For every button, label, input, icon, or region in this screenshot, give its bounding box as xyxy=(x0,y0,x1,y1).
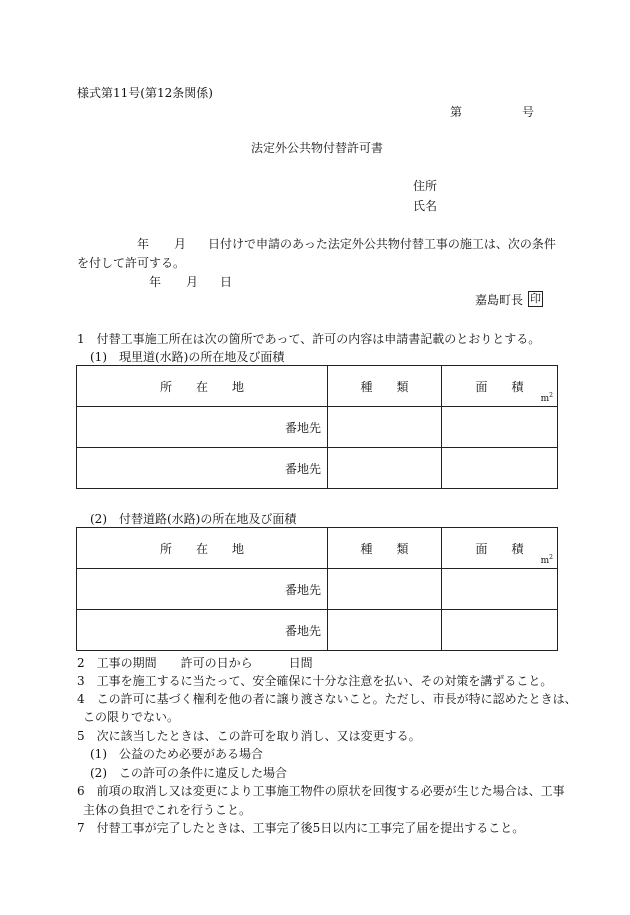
location-cell[interactable]: 番地先 xyxy=(77,448,328,489)
table-row xyxy=(77,610,558,651)
header-type: 種 類 xyxy=(328,528,442,569)
issue-year: 年 xyxy=(149,275,162,289)
condition-5-sub-1: (1) 公益のため必要がある場合 xyxy=(90,747,263,761)
form-number-label: 様式第11号(第12条関係) xyxy=(77,86,213,100)
address-label: 住所 xyxy=(413,179,438,193)
area-cell[interactable] xyxy=(442,610,558,651)
type-cell[interactable] xyxy=(328,569,442,610)
document-number-dai: 第 xyxy=(450,105,463,119)
issue-month: 月 xyxy=(186,275,199,289)
area-cell[interactable] xyxy=(442,407,558,448)
condition-3: 3 工事を施工するに当たって、安全確保に十分な注意を払い、その対策を講ずること。 xyxy=(77,674,553,688)
type-cell[interactable] xyxy=(328,610,442,651)
area-cell[interactable] xyxy=(442,448,558,489)
item-1-sub-1: (1) 現里道(水路)の所在地及び面積 xyxy=(90,350,285,364)
location-cell[interactable]: 番地先 xyxy=(77,610,328,651)
table-header-row xyxy=(77,528,558,569)
condition-5-sub-2: (2) この許可の条件に違反した場合 xyxy=(90,766,287,780)
name-label: 氏名 xyxy=(413,199,438,213)
condition-7: 7 付替工事が完了したときは、工事完了後5日以内に工事完了届を提出すること。 xyxy=(77,821,525,835)
condition-5: 5 次に該当したときは、この許可を取り消し、又は変更する。 xyxy=(77,729,421,743)
document-number-go: 号 xyxy=(522,105,535,119)
header-area-label: 面 積 xyxy=(475,379,524,394)
seal-mark: 印 xyxy=(530,292,541,305)
item-1-text: 1 付替工事施工所在は次の箇所であって、許可の内容は申請書記載のとおりとする。 xyxy=(77,332,541,346)
header-location: 所 在 地 xyxy=(77,366,328,407)
location-cell[interactable]: 番地先 xyxy=(77,569,328,610)
table-row xyxy=(77,407,558,448)
header-location: 所 在 地 xyxy=(77,528,328,569)
header-area-label: 面 積 xyxy=(475,541,524,556)
intro-month: 月 xyxy=(174,237,187,251)
header-area xyxy=(442,528,558,569)
replacement-road-table xyxy=(76,527,558,651)
table-header-row xyxy=(77,366,558,407)
condition-6: 6 前項の取消し又は変更により工事施工物件の原状を回復する必要が生じた場合は、工事 xyxy=(77,784,565,798)
issue-day: 日 xyxy=(220,275,233,289)
table-row xyxy=(77,569,558,610)
area-cell[interactable] xyxy=(442,569,558,610)
current-road-table xyxy=(76,365,558,489)
header-type: 種 類 xyxy=(328,366,442,407)
document-title: 法定外公共物付替許可書 xyxy=(251,141,384,155)
condition-2: 2 工事の期間 許可の日から 日間 xyxy=(77,656,313,670)
condition-4-cont: この限りでない。 xyxy=(83,710,180,724)
condition-4: 4 この許可に基づく権利を他の者に譲り渡さないこと。ただし、市長が特に認めたときは、 xyxy=(77,692,577,706)
type-cell[interactable] xyxy=(328,448,442,489)
area-unit: $m^2$ xyxy=(540,392,553,404)
item-1-sub-2: (2) 付替道路(水路)の所在地及び面積 xyxy=(90,512,297,526)
intro-line2: を付して許可する。 xyxy=(77,256,186,270)
type-cell[interactable] xyxy=(328,407,442,448)
condition-6-cont: 主体の負担でこれを行うこと。 xyxy=(83,803,252,817)
issuer-name: 嘉島町長 xyxy=(475,293,524,307)
table-row xyxy=(77,448,558,489)
location-cell[interactable]: 番地先 xyxy=(77,407,328,448)
intro-year: 年 xyxy=(137,237,150,251)
intro-day-text: 日付けで申請のあった法定外公共物付替工事の施工は、次の条件 xyxy=(208,237,556,251)
area-unit: $m^2$ xyxy=(540,554,553,566)
header-area xyxy=(442,366,558,407)
